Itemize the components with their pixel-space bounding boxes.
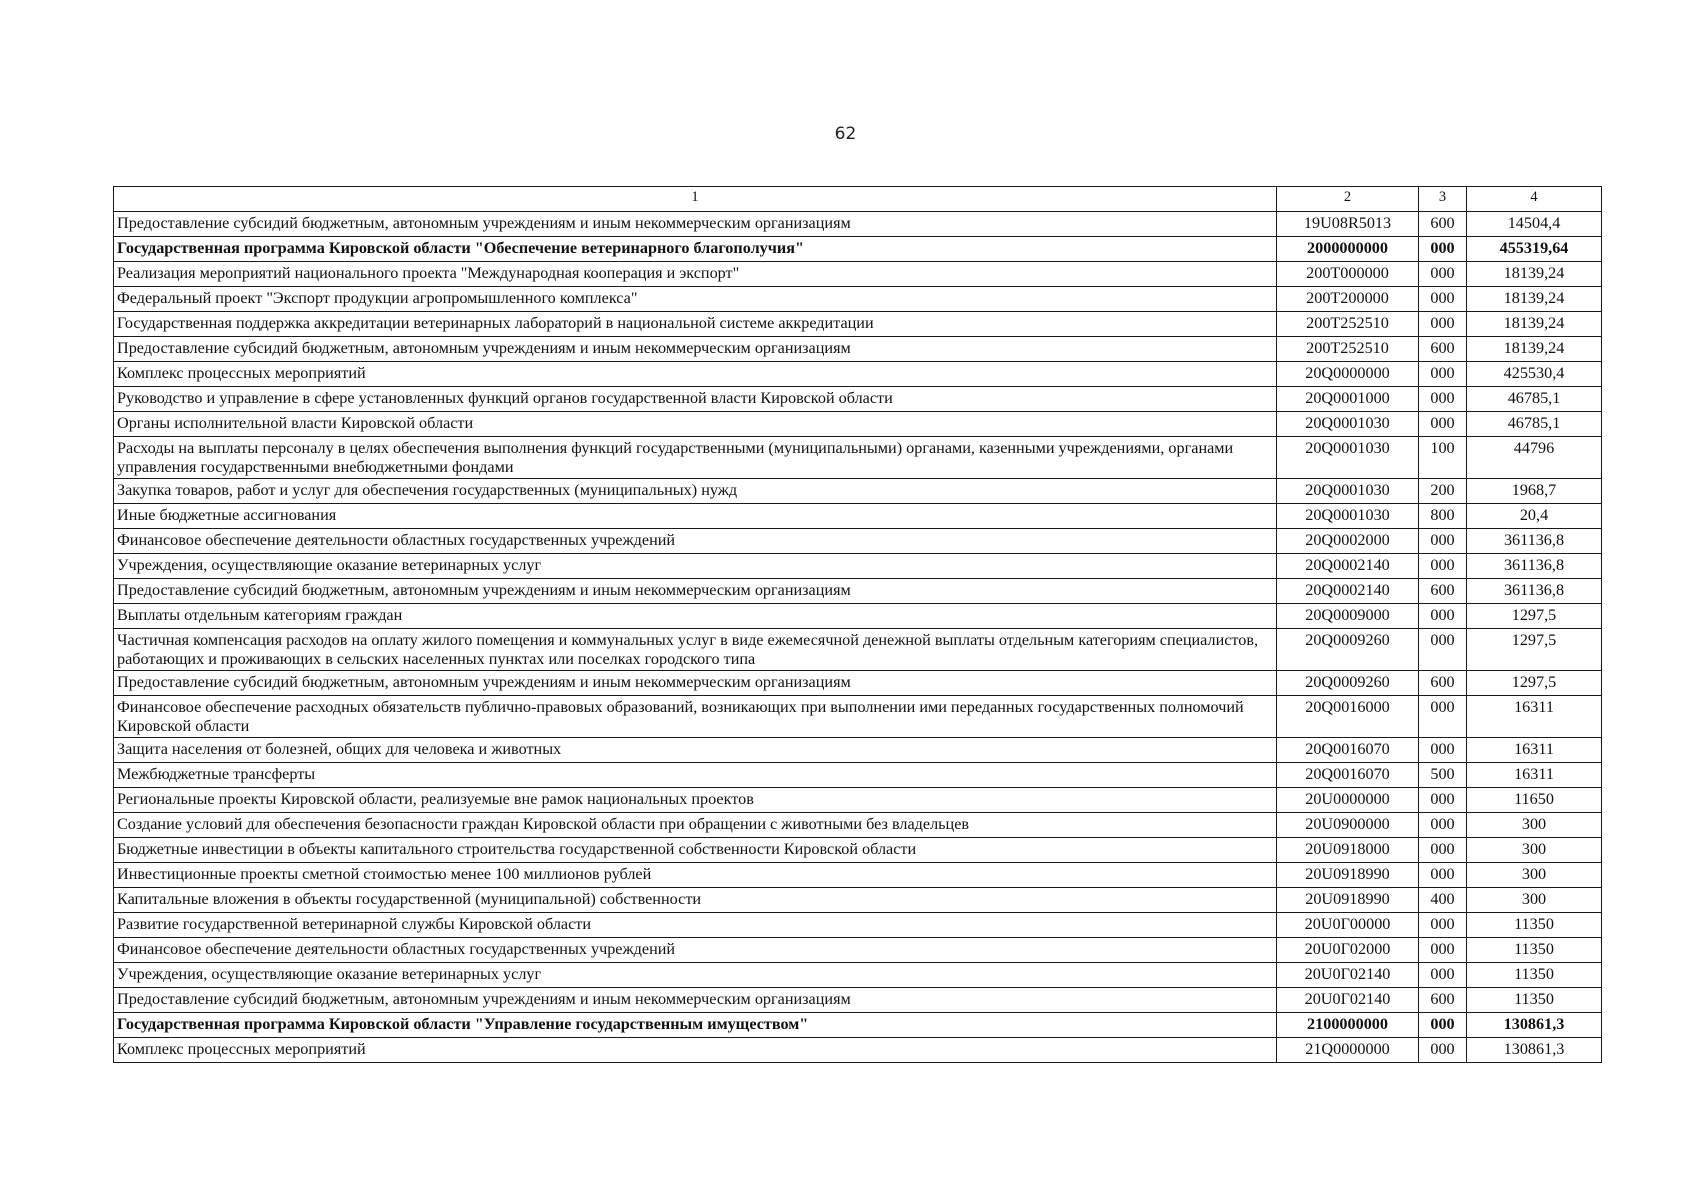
- row-expense-type-cell: 600: [1419, 337, 1467, 362]
- row-code-cell: 20U0918990: [1277, 887, 1419, 912]
- row-code-cell: 20U0Г02140: [1277, 987, 1419, 1012]
- row-name-cell: Государственная программа Кировской области "Обеспечение ветеринарного благополучия": [114, 237, 1277, 262]
- row-amount-cell: 455319,64: [1467, 237, 1602, 262]
- row-code-cell: 20Q0016000: [1277, 695, 1419, 737]
- table-row: [114, 578, 1602, 603]
- row-amount-cell: 300: [1467, 887, 1602, 912]
- row-amount-cell: 300: [1467, 812, 1602, 837]
- row-amount-cell: 18139,24: [1467, 337, 1602, 362]
- table-row: [114, 962, 1602, 987]
- row-code-cell: 20U0Г02140: [1277, 962, 1419, 987]
- table-row: [114, 212, 1602, 237]
- row-expense-type-cell: 000: [1419, 812, 1467, 837]
- row-name-cell: Предоставление субсидий бюджетным, автономным учреждениям и иным некоммерческим организациям: [114, 337, 1277, 362]
- row-code-cell: 20Q0016070: [1277, 737, 1419, 762]
- budget-table: [113, 186, 1602, 1063]
- row-expense-type-cell: 000: [1419, 362, 1467, 387]
- row-name-cell: Учреждения, осуществляющие оказание ветеринарных услуг: [114, 553, 1277, 578]
- row-code-cell: 20Q0009260: [1277, 628, 1419, 670]
- page-number: 62: [834, 124, 857, 144]
- row-amount-cell: 1297,5: [1467, 670, 1602, 695]
- table-row: [114, 553, 1602, 578]
- row-code-cell: 19U08R5013: [1277, 212, 1419, 237]
- row-code-cell: 2100000000: [1277, 1012, 1419, 1037]
- row-name-cell: Предоставление субсидий бюджетным, автономным учреждениям и иным некоммерческим организациям: [114, 987, 1277, 1012]
- table-row: [114, 862, 1602, 887]
- column-header-code: 2: [1277, 187, 1419, 212]
- table-row: [114, 812, 1602, 837]
- table-row: [114, 287, 1602, 312]
- row-name-cell: Финансовое обеспечение деятельности областных государственных учреждений: [114, 937, 1277, 962]
- row-expense-type-cell: 000: [1419, 937, 1467, 962]
- row-name-cell: Защита населения от болезней, общих для человека и животных: [114, 737, 1277, 762]
- row-name-cell: Капитальные вложения в объекты государственной (муниципальной) собственности: [114, 887, 1277, 912]
- row-code-cell: 20U0000000: [1277, 787, 1419, 812]
- row-amount-cell: 1297,5: [1467, 603, 1602, 628]
- row-code-cell: 20Q0002140: [1277, 578, 1419, 603]
- row-name-cell: Федеральный проект "Экспорт продукции агропромышленного комплекса": [114, 287, 1277, 312]
- table-row: [114, 237, 1602, 262]
- row-code-cell: 20Q0001030: [1277, 478, 1419, 503]
- table-row: [114, 837, 1602, 862]
- table-row: [114, 337, 1602, 362]
- row-expense-type-cell: 000: [1419, 553, 1467, 578]
- row-expense-type-cell: 000: [1419, 312, 1467, 337]
- row-name-cell: Предоставление субсидий бюджетным, автономным учреждениям и иным некоммерческим организациям: [114, 578, 1277, 603]
- row-expense-type-cell: 200: [1419, 478, 1467, 503]
- row-code-cell: 20U0900000: [1277, 812, 1419, 837]
- row-expense-type-cell: 000: [1419, 962, 1467, 987]
- row-code-cell: 21Q0000000: [1277, 1037, 1419, 1062]
- row-code-cell: 20U0Г00000: [1277, 912, 1419, 937]
- row-name-cell: Руководство и управление в сфере установленных функций органов государственной власти Кировской области: [114, 387, 1277, 412]
- row-amount-cell: 20,4: [1467, 503, 1602, 528]
- row-name-cell: Органы исполнительной власти Кировской области: [114, 412, 1277, 437]
- column-header-expense-type: 3: [1419, 187, 1467, 212]
- row-amount-cell: 16311: [1467, 737, 1602, 762]
- row-code-cell: 20Q0001000: [1277, 387, 1419, 412]
- row-expense-type-cell: 600: [1419, 670, 1467, 695]
- row-expense-type-cell: 100: [1419, 437, 1467, 479]
- table-body: [114, 212, 1602, 1063]
- table-row: [114, 262, 1602, 287]
- row-code-cell: 20Q0002000: [1277, 528, 1419, 553]
- row-amount-cell: 361136,8: [1467, 528, 1602, 553]
- row-amount-cell: 16311: [1467, 695, 1602, 737]
- row-expense-type-cell: 000: [1419, 737, 1467, 762]
- row-expense-type-cell: 000: [1419, 1012, 1467, 1037]
- table-row: [114, 937, 1602, 962]
- row-name-cell: Комплекс процессных мероприятий: [114, 362, 1277, 387]
- row-name-cell: Государственная программа Кировской области "Управление государственным имуществом": [114, 1012, 1277, 1037]
- row-expense-type-cell: 000: [1419, 237, 1467, 262]
- row-expense-type-cell: 000: [1419, 412, 1467, 437]
- table-row: [114, 503, 1602, 528]
- row-code-cell: 20U0918990: [1277, 862, 1419, 887]
- row-amount-cell: 18139,24: [1467, 287, 1602, 312]
- row-code-cell: 20Q0001030: [1277, 503, 1419, 528]
- column-header-amount: 4: [1467, 187, 1602, 212]
- row-amount-cell: 11650: [1467, 787, 1602, 812]
- row-name-cell: Частичная компенсация расходов на оплату жилого помещения и коммунальных услуг в виде ежемесячной денежной выплаты отдельным категориям специалистов, работающих и проживающих в сельских населенных пунктах или поселках городского типа: [114, 628, 1277, 670]
- row-name-cell: Межбюджетные трансферты: [114, 762, 1277, 787]
- row-amount-cell: 361136,8: [1467, 578, 1602, 603]
- row-code-cell: 200T252510: [1277, 312, 1419, 337]
- row-name-cell: Выплаты отдельным категориям граждан: [114, 603, 1277, 628]
- row-name-cell: Предоставление субсидий бюджетным, автономным учреждениям и иным некоммерческим организациям: [114, 212, 1277, 237]
- row-amount-cell: 46785,1: [1467, 387, 1602, 412]
- row-name-cell: Закупка товаров, работ и услуг для обеспечения государственных (муниципальных) нужд: [114, 478, 1277, 503]
- row-name-cell: Бюджетные инвестиции в объекты капитального строительства государственной собственности Кировской области: [114, 837, 1277, 862]
- table-row: [114, 737, 1602, 762]
- table-row: [114, 528, 1602, 553]
- row-amount-cell: 130861,3: [1467, 1037, 1602, 1062]
- row-amount-cell: 11350: [1467, 912, 1602, 937]
- row-name-cell: Создание условий для обеспечения безопасности граждан Кировской области при обращении с животными без владельцев: [114, 812, 1277, 837]
- row-expense-type-cell: 000: [1419, 262, 1467, 287]
- row-code-cell: 20Q0009260: [1277, 670, 1419, 695]
- table-row: [114, 887, 1602, 912]
- row-code-cell: 20Q0001030: [1277, 437, 1419, 479]
- table-row: [114, 695, 1602, 737]
- row-expense-type-cell: 000: [1419, 912, 1467, 937]
- row-code-cell: 20Q0009000: [1277, 603, 1419, 628]
- row-amount-cell: 46785,1: [1467, 412, 1602, 437]
- row-code-cell: 20U0918000: [1277, 837, 1419, 862]
- row-expense-type-cell: 000: [1419, 387, 1467, 412]
- row-expense-type-cell: 000: [1419, 1037, 1467, 1062]
- column-header-name: 1: [114, 187, 1277, 212]
- row-expense-type-cell: 000: [1419, 837, 1467, 862]
- row-code-cell: 20Q0002140: [1277, 553, 1419, 578]
- row-name-cell: Реализация мероприятий национального проекта "Международная кооперация и экспорт": [114, 262, 1277, 287]
- row-expense-type-cell: 000: [1419, 603, 1467, 628]
- row-code-cell: 200T252510: [1277, 337, 1419, 362]
- row-code-cell: 200T000000: [1277, 262, 1419, 287]
- row-name-cell: Региональные проекты Кировской области, реализуемые вне рамок национальных проектов: [114, 787, 1277, 812]
- row-amount-cell: 130861,3: [1467, 1012, 1602, 1037]
- row-amount-cell: 300: [1467, 837, 1602, 862]
- row-expense-type-cell: 800: [1419, 503, 1467, 528]
- row-amount-cell: 1297,5: [1467, 628, 1602, 670]
- row-amount-cell: 361136,8: [1467, 553, 1602, 578]
- row-amount-cell: 44796: [1467, 437, 1602, 479]
- row-name-cell: Развитие государственной ветеринарной службы Кировской области: [114, 912, 1277, 937]
- row-expense-type-cell: 600: [1419, 578, 1467, 603]
- row-code-cell: 20Q0000000: [1277, 362, 1419, 387]
- row-name-cell: Инвестиционные проекты сметной стоимостью менее 100 миллионов рублей: [114, 862, 1277, 887]
- row-amount-cell: 425530,4: [1467, 362, 1602, 387]
- row-expense-type-cell: 000: [1419, 287, 1467, 312]
- table-row: [114, 1037, 1602, 1062]
- row-code-cell: 2000000000: [1277, 237, 1419, 262]
- row-code-cell: 20Q0016070: [1277, 762, 1419, 787]
- row-amount-cell: 11350: [1467, 987, 1602, 1012]
- table-row: [114, 628, 1602, 670]
- row-expense-type-cell: 600: [1419, 987, 1467, 1012]
- row-amount-cell: 18139,24: [1467, 312, 1602, 337]
- row-name-cell: Финансовое обеспечение деятельности областных государственных учреждений: [114, 528, 1277, 553]
- row-expense-type-cell: 000: [1419, 695, 1467, 737]
- row-name-cell: Предоставление субсидий бюджетным, автономным учреждениям и иным некоммерческим организациям: [114, 670, 1277, 695]
- table-header-row: [114, 187, 1602, 212]
- row-name-cell: Расходы на выплаты персоналу в целях обеспечения выполнения функций государственными (муниципальными) органами, казенными учреждениями, органами управления государственными внебюджетными фондами: [114, 437, 1277, 479]
- row-amount-cell: 1968,7: [1467, 478, 1602, 503]
- row-expense-type-cell: 400: [1419, 887, 1467, 912]
- table-row: [114, 787, 1602, 812]
- row-amount-cell: 16311: [1467, 762, 1602, 787]
- table-row: [114, 412, 1602, 437]
- table-row: [114, 987, 1602, 1012]
- row-code-cell: 20Q0001030: [1277, 412, 1419, 437]
- row-expense-type-cell: 600: [1419, 212, 1467, 237]
- table-row: [114, 437, 1602, 479]
- table-row: [114, 312, 1602, 337]
- table-row: [114, 762, 1602, 787]
- row-amount-cell: 11350: [1467, 937, 1602, 962]
- row-expense-type-cell: 000: [1419, 528, 1467, 553]
- row-amount-cell: 18139,24: [1467, 262, 1602, 287]
- row-expense-type-cell: 000: [1419, 628, 1467, 670]
- row-name-cell: Учреждения, осуществляющие оказание ветеринарных услуг: [114, 962, 1277, 987]
- table-row: [114, 362, 1602, 387]
- table-row: [114, 387, 1602, 412]
- row-name-cell: Финансовое обеспечение расходных обязательств публично-правовых образований, возникающих при выполнении ими переданных государственных полномочий Кировской области: [114, 695, 1277, 737]
- row-expense-type-cell: 000: [1419, 787, 1467, 812]
- table-row: [114, 478, 1602, 503]
- table-row: [114, 603, 1602, 628]
- row-amount-cell: 14504,4: [1467, 212, 1602, 237]
- row-name-cell: Государственная поддержка аккредитации ветеринарных лабораторий в национальной системе аккредитации: [114, 312, 1277, 337]
- row-amount-cell: 11350: [1467, 962, 1602, 987]
- table-row: [114, 912, 1602, 937]
- row-expense-type-cell: 500: [1419, 762, 1467, 787]
- table-row: [114, 670, 1602, 695]
- row-amount-cell: 300: [1467, 862, 1602, 887]
- row-expense-type-cell: 000: [1419, 862, 1467, 887]
- row-name-cell: Комплекс процессных мероприятий: [114, 1037, 1277, 1062]
- row-code-cell: 200T200000: [1277, 287, 1419, 312]
- table-row: [114, 1012, 1602, 1037]
- row-name-cell: Иные бюджетные ассигнования: [114, 503, 1277, 528]
- row-code-cell: 20U0Г02000: [1277, 937, 1419, 962]
